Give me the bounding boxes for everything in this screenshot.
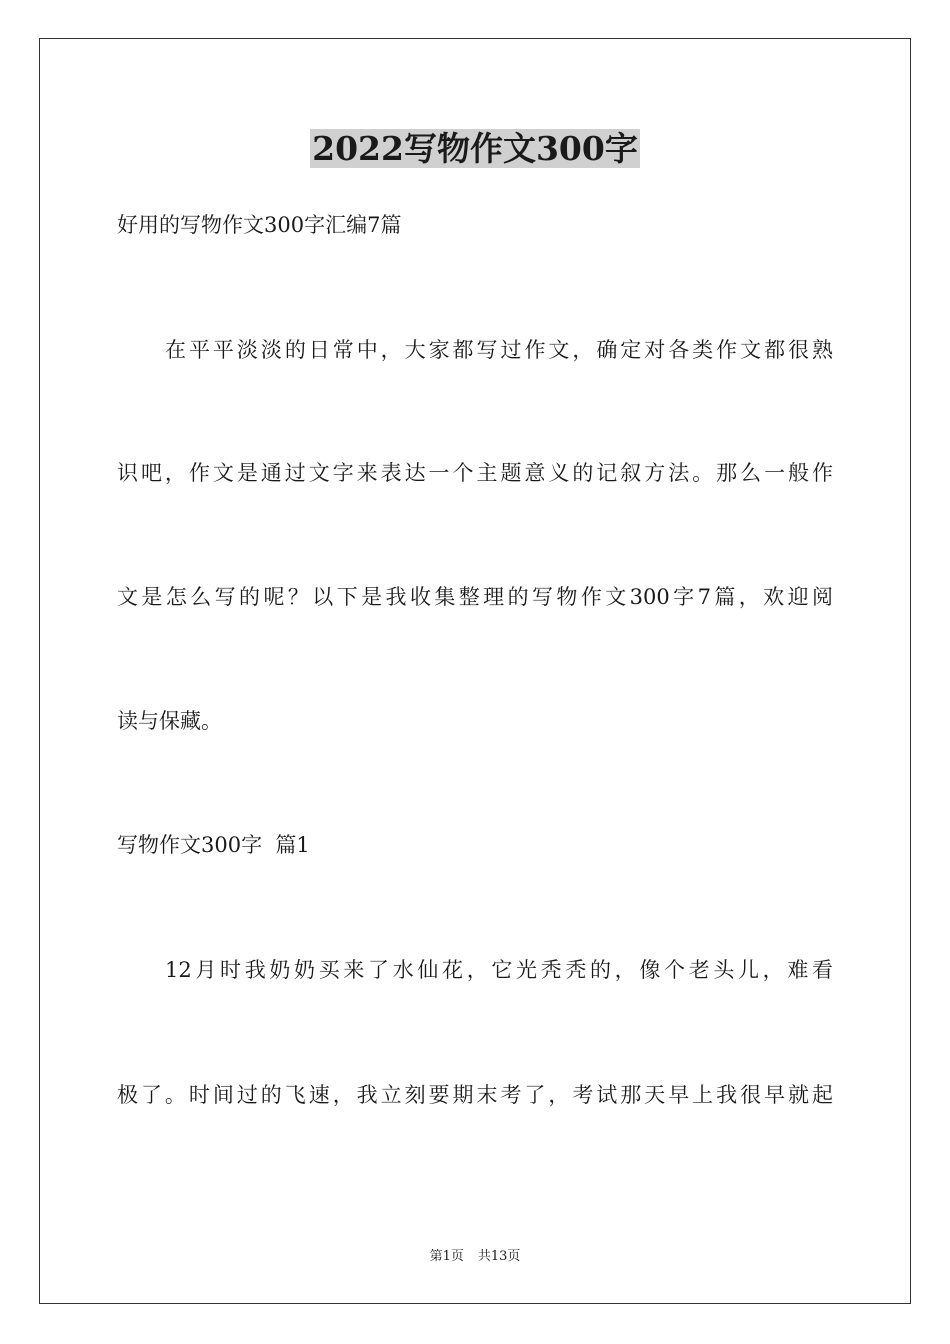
- page-number: 第1页: [429, 1249, 464, 1264]
- section-line: 12月时我奶奶买来了水仙花，它光秃秃的，像个老头儿，难看: [165, 958, 833, 982]
- intro-line: 文是怎么写的呢？以下是我收集整理的写物作文300字7篇，欢迎阅: [117, 585, 833, 609]
- section-heading: 写物作文300字 篇1: [117, 833, 310, 857]
- intro-line: 识吧，作文是通过文字来表达一个主题意义的记叙方法。那么一般作: [117, 461, 833, 485]
- title-text: 2022写物作文300字: [312, 129, 638, 168]
- page-footer: [0, 1248, 950, 1266]
- page-total: 共13页: [477, 1249, 521, 1264]
- document-subtitle: 好用的写物作文300字汇编7篇: [117, 213, 402, 237]
- section-line: 极了。时间过的飞速，我立刻要期末考了，考试那天早上我很早就起: [117, 1083, 833, 1107]
- intro-line: 读与保藏。: [117, 709, 222, 733]
- intro-line: 在平平淡淡的日常中，大家都写过作文，确定对各类作文都很熟: [165, 338, 833, 362]
- document-title: [0, 127, 950, 171]
